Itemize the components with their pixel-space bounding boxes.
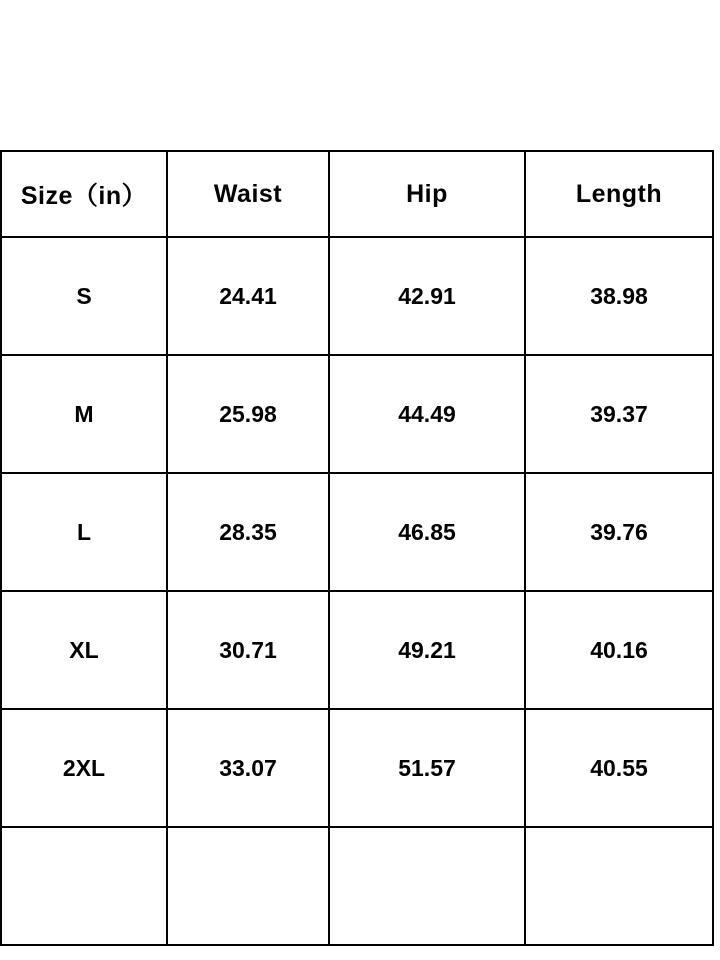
cell-hip: 49.21: [329, 591, 525, 709]
cell-empty: [329, 827, 525, 945]
cell-size: S: [1, 237, 167, 355]
column-header-hip: Hip: [329, 151, 525, 237]
cell-empty: [167, 827, 329, 945]
table-row: [1, 591, 713, 709]
cell-empty: [1, 827, 167, 945]
table-body: [1, 237, 713, 945]
table-row: [1, 237, 713, 355]
column-header-waist: Waist: [167, 151, 329, 237]
column-header-length: Length: [525, 151, 713, 237]
cell-length: 40.55: [525, 709, 713, 827]
table-row: [1, 355, 713, 473]
size-chart-table: [0, 150, 714, 946]
cell-hip: 42.91: [329, 237, 525, 355]
table-row-partial: [1, 827, 713, 945]
table-row: [1, 473, 713, 591]
cell-size: 2XL: [1, 709, 167, 827]
cell-size: XL: [1, 591, 167, 709]
cell-hip: 46.85: [329, 473, 525, 591]
cell-hip: 51.57: [329, 709, 525, 827]
cell-length: 39.37: [525, 355, 713, 473]
cell-empty: [525, 827, 713, 945]
cell-waist: 33.07: [167, 709, 329, 827]
cell-hip: 44.49: [329, 355, 525, 473]
cell-waist: 25.98: [167, 355, 329, 473]
cell-size: M: [1, 355, 167, 473]
size-chart-container: [0, 150, 720, 946]
cell-size: L: [1, 473, 167, 591]
cell-length: 39.76: [525, 473, 713, 591]
cell-length: 38.98: [525, 237, 713, 355]
cell-waist: 24.41: [167, 237, 329, 355]
table-header: [1, 151, 713, 237]
table-row: [1, 709, 713, 827]
column-header-size: Size（in）: [1, 151, 167, 237]
table-header-row: [1, 151, 713, 237]
cell-waist: 30.71: [167, 591, 329, 709]
cell-waist: 28.35: [167, 473, 329, 591]
cell-length: 40.16: [525, 591, 713, 709]
